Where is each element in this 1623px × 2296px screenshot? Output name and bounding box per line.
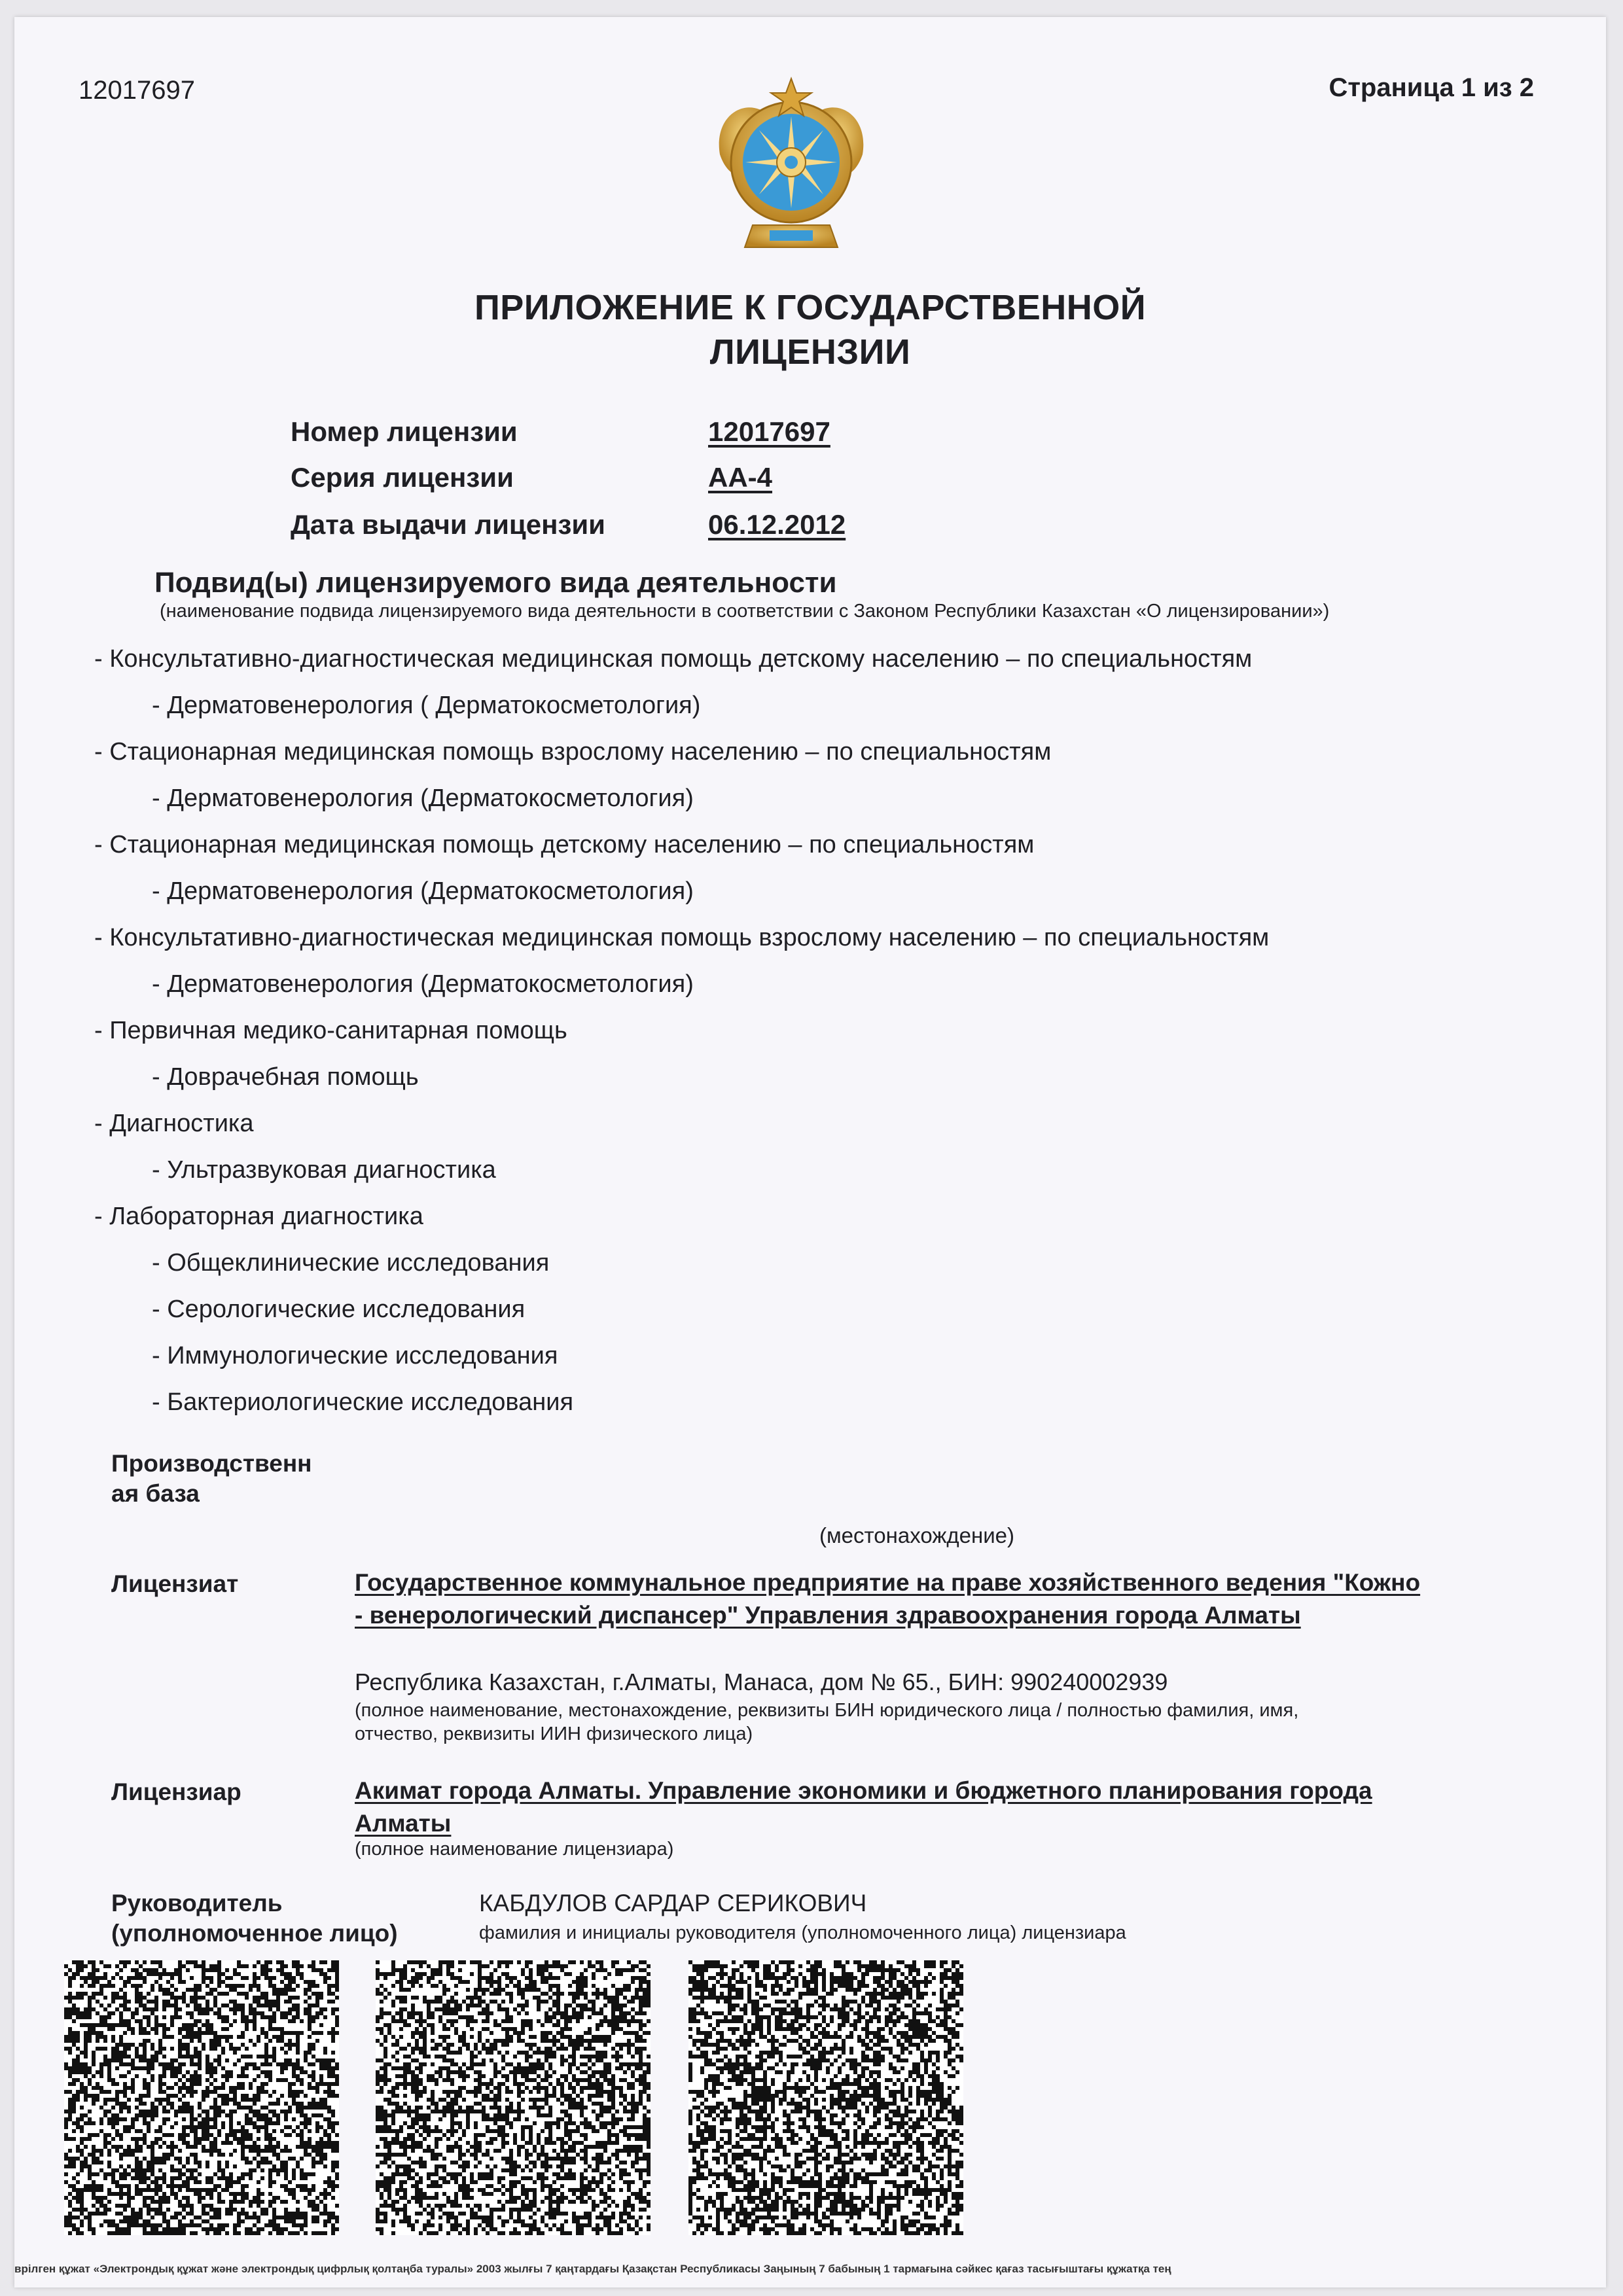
title-line-2: ЛИЦЕНЗИИ <box>709 332 911 372</box>
activity-item: - Стационарная медицинская помощь взрослому населению – по специальностям <box>94 738 1052 766</box>
licensee-address: Республика Казахстан, г.Алматы, Манаса, дом № 65., БИН: 990240002939 <box>355 1669 1168 1695</box>
licensee-name-line-2: - венерологический диспансер" Управления здравоохранения города Алматы <box>355 1602 1301 1629</box>
activity-item: - Лабораторная диагностика <box>94 1203 423 1230</box>
license-series-value: АА-4 <box>708 462 773 493</box>
licensee-name <box>355 1566 1420 1632</box>
licensee-note-line-2: отчество, реквизиты ИИН физического лица) <box>355 1723 753 1744</box>
subtypes-note: (наименование подвида лицензируемого вида деятельности в соответствии с Законом Республики Казахстан «О лицензировании») <box>160 601 1330 622</box>
state-emblem-icon <box>707 76 876 260</box>
production-base-label-line-1: Производственн <box>111 1450 312 1477</box>
licensor-name-line-2: Алматы <box>355 1810 452 1837</box>
activity-subitem: - Серологические исследования <box>152 1296 526 1323</box>
license-number-label: Номер лицензии <box>291 416 518 447</box>
page-indicator: Страница 1 из 2 <box>1329 73 1534 102</box>
activity-item: - Стационарная медицинская помощь детскому населению – по специальностям <box>94 831 1035 858</box>
head-label-line-1: Руководитель <box>111 1890 283 1916</box>
head-note: фамилия и инициалы руководителя (уполномоченного лица) лицензиара <box>479 1922 1126 1943</box>
activity-subitem: - Дерматовенерология ( Дерматокосметология) <box>152 692 701 719</box>
qr-code-icon <box>64 1960 339 2235</box>
licensor-label: Лицензиар <box>111 1778 241 1805</box>
activity-subitem: - Общеклинические исследования <box>152 1249 550 1277</box>
licensor-note: (полное наименование лицензиара) <box>355 1839 674 1860</box>
footer-legal-note: врілген құжат «Электрондық құжат және электрондық цифрлық қолтаңба туралы» 2003 жылғы 7 қаңтардағы Қазақстан Республикасы Заңының 7 бабының 1 тармағына сәйкес қағаз тасығыштағы құжатқа тең <box>14 2263 1171 2275</box>
license-date-value: 06.12.2012 <box>708 509 846 540</box>
license-date-label: Дата выдачи лицензии <box>291 509 605 540</box>
activity-subitem: - Дерматовенерология (Дерматокосметология) <box>152 970 694 998</box>
licensee-label: Лицензиат <box>111 1570 239 1597</box>
activity-item: - Диагностика <box>94 1110 254 1137</box>
subtypes-title: Подвид(ы) лицензируемого вида деятельности <box>154 567 837 599</box>
licensor-name-line-1: Акимат города Алматы. Управление экономики и бюджетного планирования города <box>355 1777 1372 1804</box>
title-line-1: ПРИЛОЖЕНИЕ К ГОСУДАРСТВЕННОЙ <box>474 288 1147 327</box>
qr-code-icon <box>688 1960 963 2235</box>
license-number-value: 12017697 <box>708 416 830 447</box>
activity-subitem: - Дерматовенерология (Дерматокосметология) <box>152 877 694 905</box>
activity-subitem: - Доврачебная помощь <box>152 1063 419 1091</box>
licensor-name <box>355 1775 1372 1840</box>
production-base-label-line-2: ая база <box>111 1480 200 1507</box>
head-label <box>111 1888 398 1949</box>
head-name: КАБДУЛОВ САРДАР СЕРИКОВИЧ <box>479 1890 867 1916</box>
location-note: (местонахождение) <box>819 1523 1014 1547</box>
document-number: 12017697 <box>79 76 195 105</box>
activity-subitem: - Бактериологические исследования <box>152 1388 574 1416</box>
licensee-name-line-1: Государственное коммунальное предприятие на праве хозяйственного ведения "Кожно <box>355 1569 1421 1596</box>
production-base-label <box>111 1449 312 1509</box>
head-label-line-2: (уполномоченное лицо) <box>111 1920 398 1947</box>
activity-subitem: - Дерматовенерология (Дерматокосметология) <box>152 785 694 812</box>
license-series-label: Серия лицензии <box>291 462 514 493</box>
document-title <box>14 285 1606 374</box>
activity-item: - Первичная медико-санитарная помощь <box>94 1017 567 1044</box>
qr-code-icon <box>376 1960 651 2235</box>
licensee-note <box>355 1699 1298 1746</box>
activity-subitem: - Иммунологические исследования <box>152 1342 558 1369</box>
license-page <box>14 17 1606 2287</box>
activity-item: - Консультативно-диагностическая медицинская помощь взрослому населению – по специальностям <box>94 924 1270 951</box>
activity-subitem: - Ультразвуковая диагностика <box>152 1156 496 1184</box>
licensee-note-line-1: (полное наименование, местонахождение, реквизиты БИН юридического лица / полностью фамилия, имя, <box>355 1700 1299 1721</box>
activity-item: - Консультативно-диагностическая медицинская помощь детскому населению – по специальностям <box>94 645 1253 673</box>
